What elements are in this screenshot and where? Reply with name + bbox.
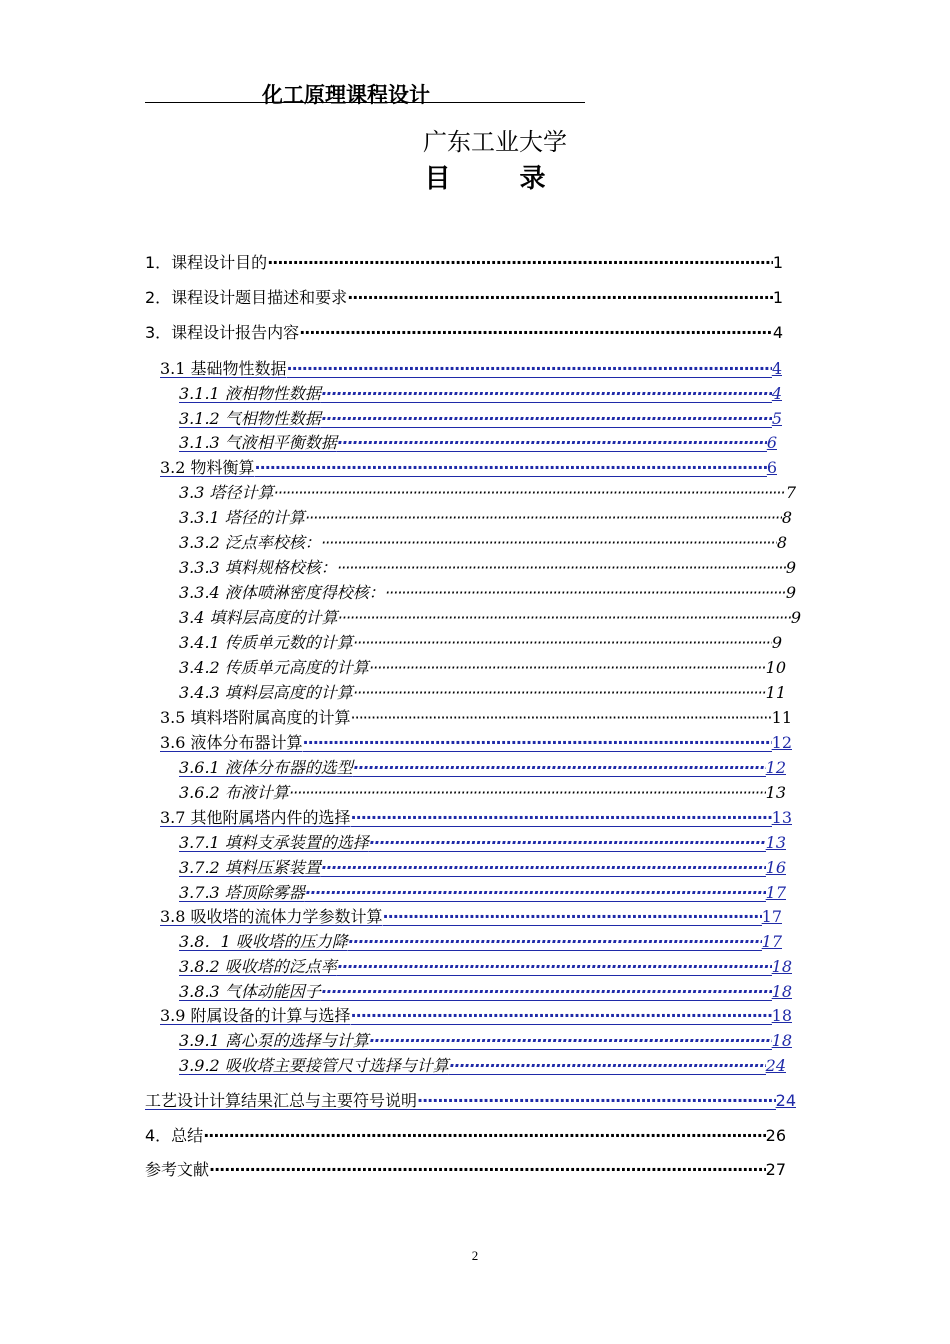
toc-entry-page: 17 — [761, 932, 782, 951]
toc-leader-dots — [321, 858, 766, 877]
toc-leader-dots — [305, 883, 766, 902]
toc-entry[interactable] — [179, 1028, 792, 1051]
toc-entry[interactable] — [179, 1053, 786, 1076]
toc-entry-page: 17 — [761, 907, 782, 926]
toc-leader-dots — [321, 533, 777, 552]
toc-entry-title: 3.1.3 气液相平衡数据 — [179, 433, 337, 452]
toc-leader-dots — [383, 907, 762, 926]
toc-entry-title: 3.8.3 气体动能因子 — [179, 982, 321, 1001]
toc-entry-title: 3.7 其他附属塔内件的选择 — [160, 808, 351, 827]
toc-entry-page: 13 — [765, 833, 786, 852]
toc-entry-title: 3.9.2 吸收塔主要接管尺寸选择与计算 — [179, 1056, 449, 1075]
toc-entry-page: 18 — [771, 982, 792, 1001]
toc-entry[interactable] — [160, 705, 792, 728]
toc-entry-page: 7 — [785, 483, 796, 502]
toc-entry-title: 3.7.3 塔顶除雾器 — [179, 883, 305, 902]
toc-entry-title: 3.8 吸收塔的流体力学参数计算 — [160, 907, 383, 926]
toc-entry-page: 11 — [765, 683, 786, 702]
toc-entry-page: 4 — [772, 323, 783, 342]
toc-entry-title: 3．课程设计报告内容 — [145, 323, 300, 342]
toc-entry-page: 13 — [771, 808, 792, 827]
toc-entry-title: 3.6.1 液体分布器的选型 — [179, 758, 353, 777]
toc-entry[interactable] — [145, 250, 783, 273]
toc-leader-dots — [449, 1056, 766, 1075]
toc-entry-title: 3.9.1 离心泵的选择与计算 — [179, 1031, 369, 1050]
toc-entry-page: 8 — [781, 508, 792, 527]
toc-entry[interactable] — [160, 1003, 792, 1026]
toc-entry[interactable] — [160, 805, 792, 828]
toc-leader-dots — [348, 932, 762, 951]
toc-leader-dots — [417, 1091, 776, 1110]
toc-entry-page: 13 — [765, 783, 786, 802]
toc-leader-dots — [274, 483, 786, 502]
toc-leader-dots — [347, 288, 773, 307]
toc-entry-title: 3.3 塔径计算 — [179, 483, 274, 502]
toc-entry-title: 3.8．1 吸收塔的压力降 — [179, 932, 348, 951]
toc-entry-page: 4 — [771, 384, 782, 403]
toc-entry[interactable] — [179, 755, 786, 778]
toc-entry-page: 24 — [775, 1091, 796, 1110]
toc-entry[interactable] — [145, 285, 783, 308]
toc-entry-title: 3.4.1 传质单元数的计算 — [179, 633, 353, 652]
toc-entry[interactable] — [179, 680, 786, 703]
toc-leader-dots — [369, 658, 766, 677]
toc-entry-title: 3.6.2 布液计算 — [179, 783, 289, 802]
toc-entry[interactable] — [179, 430, 777, 453]
toc-entry[interactable] — [179, 630, 782, 653]
toc-leader-dots — [321, 409, 772, 428]
toc-entry-title: 参考文献 — [145, 1160, 210, 1179]
toc-leader-dots — [337, 957, 772, 976]
toc-entry-title: 3.1 基础物性数据 — [160, 359, 287, 378]
toc-entry[interactable] — [179, 580, 796, 603]
toc-entry-page: 17 — [765, 883, 786, 902]
toc-entry-page: 10 — [765, 658, 786, 677]
toc-entry[interactable] — [160, 904, 782, 927]
toc-entry-title: 3.6 液体分布器计算 — [160, 733, 303, 752]
toc-entry-title: 3.3.4 液体喷淋密度得校核： — [179, 583, 385, 602]
toc-leader-dots — [299, 323, 773, 342]
toc-entry-page: 9 — [785, 583, 796, 602]
toc-entry-page: 18 — [771, 957, 792, 976]
toc-entry-page: 18 — [771, 1006, 792, 1025]
toc-entry-title: 3.3.3 填料规格校核： — [179, 558, 337, 577]
toc-leader-dots — [305, 508, 782, 527]
toc-entry-page: 1 — [772, 253, 783, 272]
toc-entry-page: 11 — [771, 708, 792, 727]
toc-entry[interactable] — [179, 505, 792, 528]
toc-entry[interactable] — [179, 855, 786, 878]
toc-leader-dots — [369, 1031, 772, 1050]
toc-leader-dots — [353, 683, 766, 702]
toc-leader-dots — [303, 733, 772, 752]
toc-entry[interactable] — [179, 480, 796, 503]
toc-entry[interactable] — [179, 605, 801, 628]
toc-entry-title: 3.4.2 传质单元高度的计算 — [179, 658, 369, 677]
toc-entry-page: 12 — [765, 758, 786, 777]
toc-entry[interactable] — [179, 530, 787, 553]
toc-heading: 目 录 — [424, 164, 576, 194]
toc-entry-page: 4 — [771, 359, 782, 378]
toc-entry[interactable] — [160, 356, 782, 379]
toc-entry-page: 16 — [765, 858, 786, 877]
toc-entry-page: 12 — [771, 733, 792, 752]
toc-entry-title: 4．总结 — [145, 1126, 204, 1145]
toc-entry[interactable] — [179, 830, 786, 853]
toc-entry[interactable] — [145, 1088, 796, 1111]
toc-entry-page: 27 — [765, 1160, 786, 1179]
toc-entry-title: 3.8.2 吸收塔的泛点率 — [179, 957, 337, 976]
toc-entry[interactable] — [179, 929, 782, 952]
toc-entry[interactable] — [179, 555, 796, 578]
toc-leader-dots — [267, 253, 773, 272]
toc-leader-dots — [337, 433, 767, 452]
toc-entry-title: 3.4 填料层高度的计算 — [179, 608, 338, 627]
toc-entry-title: 3.3.2 泛点率校核： — [179, 533, 321, 552]
toc-entry-page: 9 — [771, 633, 782, 652]
toc-entry-title: 3.3.1 塔径的计算 — [179, 508, 305, 527]
toc-entry[interactable] — [179, 954, 792, 977]
toc-leader-dots — [255, 458, 767, 477]
toc-entry-title: 3.7.1 填料支承装置的选择 — [179, 833, 369, 852]
toc-entry[interactable] — [179, 880, 786, 903]
toc-leader-dots — [289, 783, 766, 802]
toc-entry[interactable] — [179, 979, 792, 1002]
toc-leader-dots — [351, 708, 772, 727]
toc-leader-dots — [209, 1160, 766, 1179]
toc-leader-dots — [353, 758, 766, 777]
toc-leader-dots — [287, 359, 772, 378]
toc-entry[interactable] — [145, 1157, 786, 1180]
school-name: 广东工业大学 — [423, 128, 567, 156]
toc-leader-dots — [337, 558, 786, 577]
toc-entry[interactable] — [145, 1123, 786, 1146]
toc-entry-title: 3.2 物料衡算 — [160, 458, 255, 477]
toc-entry-title: 2．课程设计题目描述和要求 — [145, 288, 348, 307]
toc-entry-title: 3.1.2 气相物性数据 — [179, 409, 321, 428]
toc-entry-title: 3.4.3 填料层高度的计算 — [179, 683, 353, 702]
toc-leader-dots — [353, 633, 772, 652]
toc-entry-page: 26 — [765, 1126, 786, 1145]
toc-entry-title: 3.1.1 液相物性数据 — [179, 384, 321, 403]
toc-entry[interactable] — [160, 455, 777, 478]
toc-entry-title: 3.5 填料塔附属高度的计算 — [160, 708, 351, 727]
toc-entry-page: 9 — [790, 608, 801, 627]
toc-entry[interactable] — [179, 406, 782, 429]
toc-leader-dots — [338, 608, 791, 627]
toc-leader-dots — [203, 1126, 765, 1145]
toc-entry[interactable] — [179, 780, 786, 803]
toc-entry-page: 6 — [766, 433, 777, 452]
toc-leader-dots — [321, 982, 772, 1001]
toc-leader-dots — [385, 583, 786, 602]
toc-leader-dots — [321, 384, 772, 403]
toc-leader-dots — [351, 1006, 772, 1025]
toc-entry-title: 工艺设计计算结果汇总与主要符号说明 — [145, 1091, 418, 1110]
toc-entry-page: 18 — [771, 1031, 792, 1050]
toc-entry[interactable] — [160, 730, 792, 753]
header-course-title: 化工原理课程设计 — [262, 83, 430, 107]
page-number: 2 — [471, 1248, 479, 1263]
toc-entry-page: 9 — [785, 558, 796, 577]
toc-leader-dots — [369, 833, 766, 852]
toc-entry[interactable] — [179, 655, 786, 678]
toc-leader-dots — [351, 808, 772, 827]
toc-entry-title: 3.9 附属设备的计算与选择 — [160, 1006, 351, 1025]
toc-entry[interactable] — [145, 320, 783, 343]
toc-entry-page: 1 — [772, 288, 783, 307]
toc-entry-page: 6 — [766, 458, 777, 477]
toc-entry-title: 1．课程设计目的 — [145, 253, 268, 272]
toc-entry[interactable] — [179, 381, 782, 404]
toc-entry-title: 3.7.2 填料压紧装置 — [179, 858, 321, 877]
toc-entry-page: 24 — [765, 1056, 786, 1075]
toc-entry-page: 5 — [771, 409, 782, 428]
toc-entry-page: 8 — [776, 533, 787, 552]
